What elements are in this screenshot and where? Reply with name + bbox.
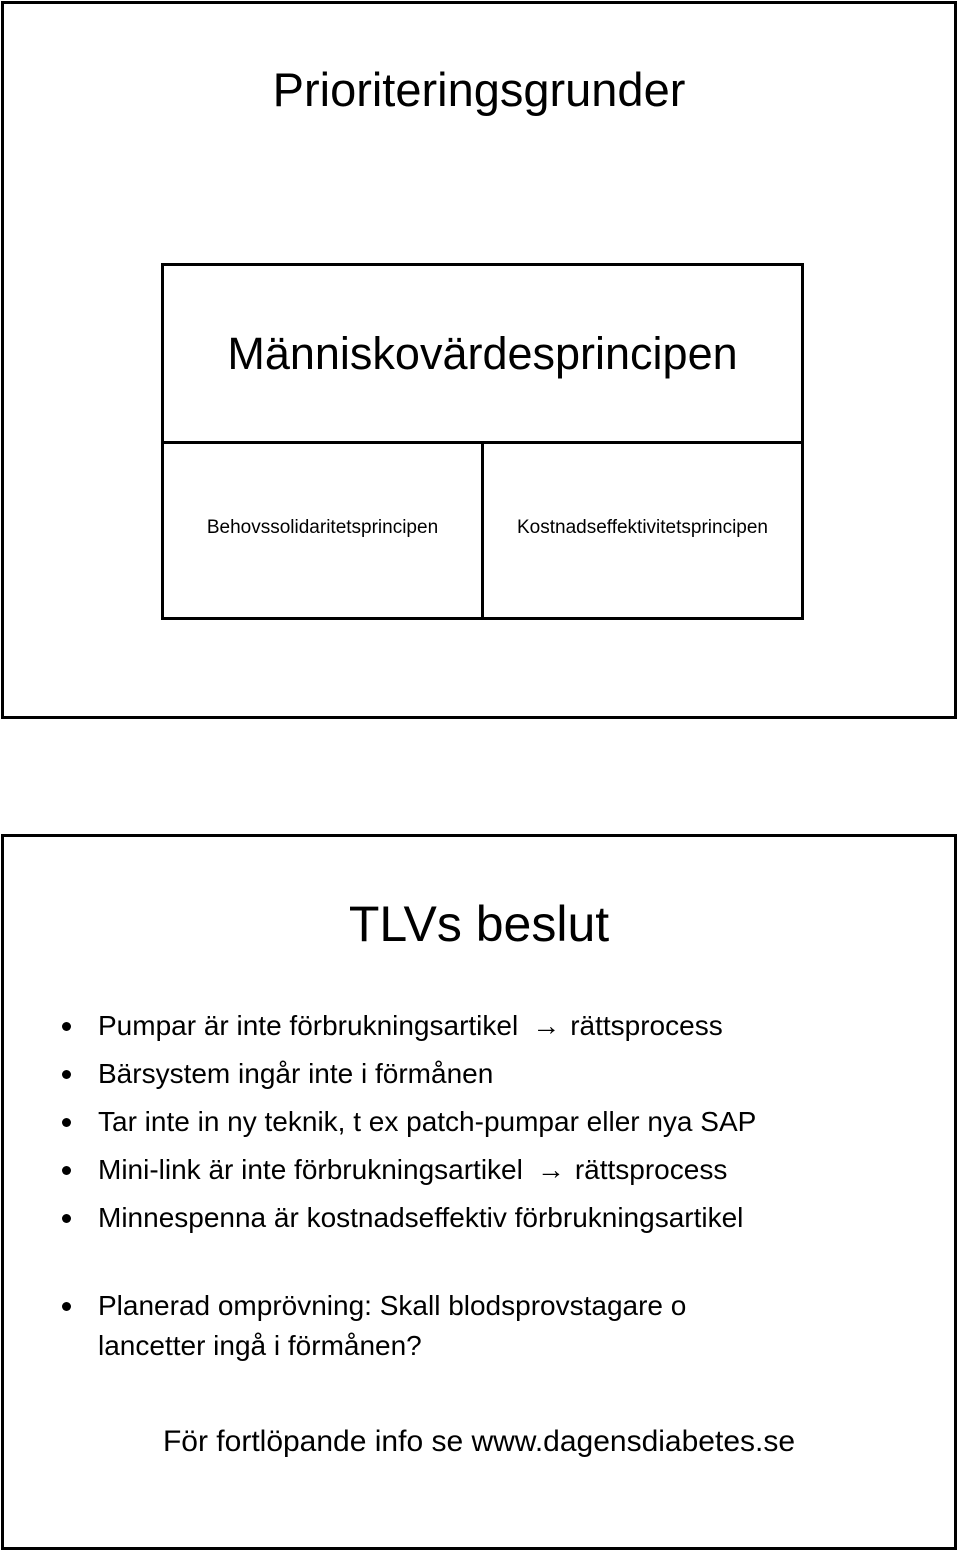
bullet-dot-icon [62, 1302, 71, 1311]
list-item [60, 1146, 940, 1194]
bullet-dot-icon [62, 1070, 71, 1079]
bullet-dot-icon [62, 1166, 71, 1175]
bullet-text: Pumpar är inte förbrukningsartikel [98, 1010, 519, 1041]
slide-title: Prioriteringsgrunder [272, 63, 686, 116]
bullet-text: Minnespenna är kostnadseffektiv förbrukningsartikel [98, 1202, 744, 1233]
arrow-right-icon: → [536, 1154, 565, 1185]
diagram-right-box [484, 444, 801, 617]
bullet-dot-icon [62, 1118, 71, 1127]
bullet-text: Tar inte in ny teknik, t ex patch-pumpar eller nya SAP [98, 1106, 757, 1137]
slide-prioriteringsgrunder [1, 1, 957, 719]
bullet-dot-icon [62, 1022, 71, 1031]
slide-tlvs-beslut [1, 834, 957, 1550]
list-item [60, 1286, 940, 1366]
diagram-left-box [164, 444, 484, 617]
bullet-consequence: rättsprocess [574, 1154, 728, 1185]
bullet-text: Bärsystem ingår inte i förmånen [98, 1058, 494, 1089]
list-item [60, 1050, 940, 1098]
bullet-text-line-1: Planerad omprövning: Skall blodsprovstagare o [98, 1290, 687, 1321]
diagram-top-box [164, 266, 801, 444]
bullet-text: Mini-link är inte förbrukningsartikel [98, 1154, 523, 1185]
bullet-dot-icon [62, 1214, 71, 1223]
diagram-right-label: Kostnadseffektivitetsprincipen [516, 517, 769, 538]
arrow-right-icon: → [532, 1010, 561, 1041]
bullet-list [60, 1002, 940, 1366]
footer-info: För fortlöpande info se www.dagensdiabetes.se [162, 1425, 796, 1458]
bullet-text-line-2: lancetter ingå i förmånen? [98, 1330, 422, 1361]
list-item [60, 1002, 940, 1050]
slide-title: TLVs beslut [348, 896, 610, 952]
list-item [60, 1098, 940, 1146]
diagram-top-label: Människovärdesprincipen [227, 327, 738, 379]
list-item [60, 1194, 940, 1242]
bullet-consequence: rättsprocess [570, 1010, 723, 1041]
principles-diagram [161, 263, 804, 620]
diagram-left-label: Behovssolidaritetsprincipen [206, 517, 439, 538]
